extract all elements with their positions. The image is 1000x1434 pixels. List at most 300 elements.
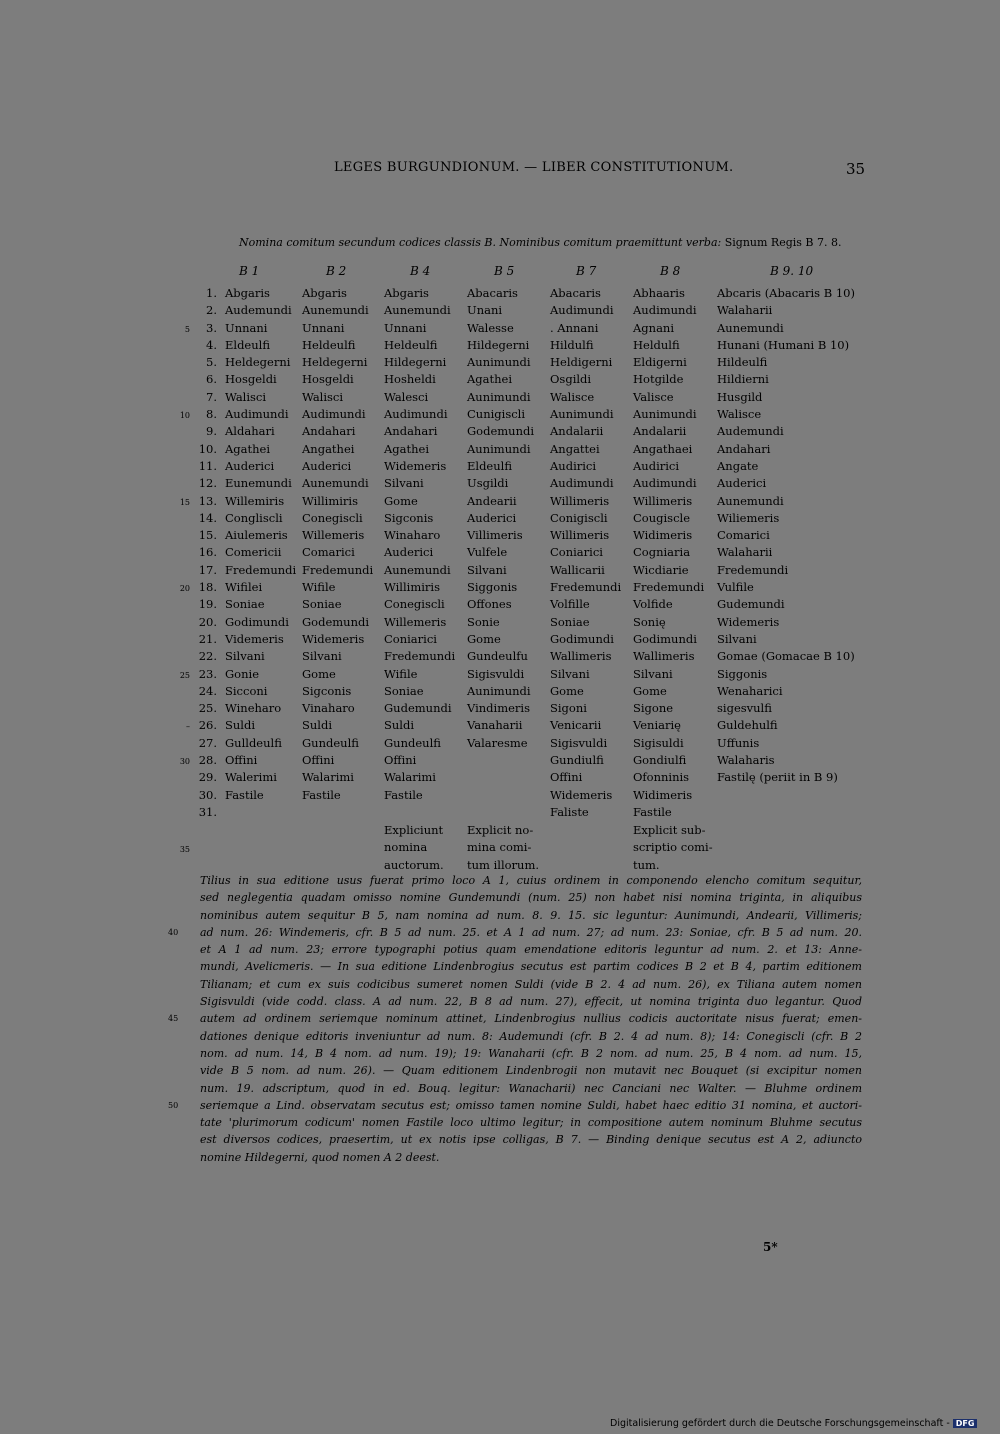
table-cell: Gulldeulfi xyxy=(225,735,282,750)
table-cell: Gundeulfu xyxy=(467,649,528,664)
table-cell: Audimundi xyxy=(633,303,697,318)
table-row xyxy=(0,407,1000,424)
table-cell: Aunimundi xyxy=(467,389,531,404)
table-cell: Agathei xyxy=(225,441,271,456)
table-cell: Wallimeris xyxy=(633,649,695,664)
table-cell: Eldeulfi xyxy=(467,458,512,473)
table-cell: Gomae (Gomacae B 10) xyxy=(717,649,855,664)
row-number: 13. xyxy=(198,493,217,508)
table-row xyxy=(0,563,1000,580)
table-cell: Gome xyxy=(550,683,584,698)
table-row xyxy=(0,770,1000,787)
row-number: 17. xyxy=(198,562,217,577)
row-number: 14. xyxy=(198,510,217,525)
note-text: vide B 5 nom. ad num. 26). — Quam editionem Lindenbrogii non mutavit nec Bouquet (si excipitur nomen xyxy=(200,1064,862,1078)
table-cell: Guldehulfi xyxy=(717,718,778,733)
table-cell: Comarici xyxy=(717,528,770,543)
margin-line-number: 30 xyxy=(179,757,190,767)
table-cell: Sigconis xyxy=(302,683,352,698)
table-cell: . Annani xyxy=(550,320,599,335)
table-cell: Widimeris xyxy=(633,528,693,543)
note-text: tate 'plurimorum codicum' nomen Fastile loco ultimo legitur; in compositione autem nominum Bluhme secutus xyxy=(200,1116,862,1130)
table-cell: Abhaaris xyxy=(633,286,685,300)
table-cell: Unani xyxy=(467,303,503,318)
row-number: 24. xyxy=(198,683,217,698)
row-number: 30. xyxy=(198,787,217,802)
table-cell: Audirici xyxy=(633,458,680,473)
table-cell: Widimeris xyxy=(633,787,693,802)
note-line xyxy=(200,958,862,975)
dfg-logo[interactable]: DFG xyxy=(953,1419,978,1428)
table-cell: Suldi xyxy=(225,718,256,733)
table-cell: Villimeris xyxy=(467,528,523,543)
table-cell: Heldegerni xyxy=(225,355,291,370)
editorial-notes xyxy=(168,872,862,1166)
note-text: nominibus autem sequitur B 5, nam nomina ad num. 8. 9. 15. sic leguntur: Aunimundi, Andearii, Villimeris; xyxy=(200,908,862,922)
table-cell: Auderici xyxy=(302,458,352,473)
table-cell: Sonie xyxy=(467,614,500,629)
table-cell: Heldeulfi xyxy=(384,337,438,352)
note-line xyxy=(200,872,862,889)
table-cell: Abgaris xyxy=(302,286,347,300)
table-cell: Unnani xyxy=(384,320,427,335)
table-cell: Willemeris xyxy=(384,614,447,629)
table-row xyxy=(0,718,1000,735)
row-number: 6. xyxy=(206,372,217,387)
table-cell: Auderici xyxy=(467,510,517,525)
row-number: 2. xyxy=(206,303,217,318)
note-line xyxy=(200,1131,862,1148)
row-number: 31. xyxy=(198,804,217,819)
footer xyxy=(610,1418,977,1429)
table-cell: Hildeulfi xyxy=(717,355,768,370)
table-cell: Widemeris xyxy=(717,614,780,629)
table-cell: Conegiscli xyxy=(302,510,363,525)
table-cell: Fredemundi xyxy=(633,580,705,595)
table-cell: Fastile xyxy=(384,787,423,802)
table-row xyxy=(0,632,1000,649)
table-cell: Sigisuldi xyxy=(633,735,684,750)
note-line xyxy=(200,1045,862,1062)
table-cell: Aunemundi xyxy=(384,562,451,577)
table-cell: Angattei xyxy=(550,441,600,456)
margin-line-number: 35 xyxy=(179,845,190,854)
table-cell: Abacaris xyxy=(550,286,601,300)
margin-line-number: 25 xyxy=(179,670,190,680)
note-line xyxy=(200,889,862,906)
table-cell: Aunimundi xyxy=(467,441,531,456)
table-cell: Aunemundi xyxy=(302,476,369,491)
row-number: 12. xyxy=(198,476,217,491)
table-row xyxy=(0,580,1000,597)
note-line xyxy=(200,941,862,958)
table-cell: Husgild xyxy=(717,389,763,404)
column-header: B 4 xyxy=(410,264,431,278)
table-cell: Wifile xyxy=(302,580,336,595)
row-number: 20. xyxy=(198,614,217,629)
table-cell: Cougiscle xyxy=(633,510,690,525)
table-row xyxy=(0,597,1000,614)
table-cell: Fredemundi xyxy=(384,649,456,664)
table-row xyxy=(0,511,1000,528)
table-cell: Vinaharo xyxy=(302,701,355,716)
note-line xyxy=(168,924,862,941)
note-text: autem ad ordinem seriemque nominum attinet, Lindenbrogius nullius codicis auctoritate nisus fuerat; emen- xyxy=(200,1012,862,1026)
table-cell: Silvani xyxy=(384,476,424,491)
table-row xyxy=(0,528,1000,545)
table-row xyxy=(0,338,1000,355)
table-cell: Angathaei xyxy=(633,441,693,456)
table-cell: Sigone xyxy=(633,701,674,716)
table-cell: Silvani xyxy=(633,666,673,681)
table-cell: Godimundi xyxy=(225,614,289,629)
table-cell: Silvani xyxy=(550,666,590,681)
row-number: 11. xyxy=(198,458,217,473)
table-cell: Offini xyxy=(225,753,258,768)
note-text: mundi, Avelicmeris. — In sua editione Lindenbrogius secutus est partim codices B 2 et B 4, partim editionem xyxy=(200,960,862,974)
table-cell: Auderici xyxy=(225,458,275,473)
table-cell: Cunigiscli xyxy=(467,407,526,422)
table-cell: Walaharii xyxy=(717,303,773,318)
table-cell: Silvani xyxy=(467,562,507,577)
table-cell: Fastile xyxy=(633,804,672,819)
table-row xyxy=(0,736,1000,753)
table-cell: Abcaris (Abacaris B 10) xyxy=(717,286,855,300)
row-number: 7. xyxy=(206,389,217,404)
table-row xyxy=(0,286,1000,303)
table-cell: Sigisvuldi xyxy=(550,735,608,750)
table-cell: Andalarii xyxy=(550,424,604,439)
table-cell: Aunimundi xyxy=(467,683,531,698)
table-cell: Sigoni xyxy=(550,701,587,716)
table-cell: Walesci xyxy=(384,389,429,404)
table-cell: Fredemundi xyxy=(302,562,374,577)
table-cell: Auderici xyxy=(717,476,767,491)
table-cell: Wenaharici xyxy=(717,683,783,698)
table-cell: Audimundi xyxy=(550,303,614,318)
table-cell: Silvani xyxy=(717,631,757,646)
table-cell: Vanaharii xyxy=(467,718,523,733)
table-cell: Audimundi xyxy=(633,476,697,491)
table-cell: Godemundi xyxy=(302,614,370,629)
table-row xyxy=(0,788,1000,805)
table-cell: Fredemundi xyxy=(550,580,622,595)
table-cell: Uffunis xyxy=(717,735,760,750)
table-cell: Ofonninis xyxy=(633,770,690,785)
table-row xyxy=(0,303,1000,320)
table-cell: Andahari xyxy=(384,424,438,439)
table-cell: Coniarici xyxy=(550,545,603,560)
row-number: 9. xyxy=(206,424,217,439)
note-line xyxy=(200,1080,862,1097)
table-cell: Angate xyxy=(717,458,759,473)
caption-italic: Nomina comitum secundum codices classis B. Nominibus comitum praemittunt verba: xyxy=(239,236,722,249)
row-number: 27. xyxy=(198,735,217,750)
row-number: 18. xyxy=(198,580,217,595)
table-cell: Congliscli xyxy=(225,510,283,525)
table-cell: Gome xyxy=(633,683,667,698)
row-number: 19. xyxy=(198,597,217,612)
table-cell: Heldeulfi xyxy=(302,337,356,352)
table-cell: Auderici xyxy=(384,545,434,560)
explicit-b5-line: mina comi- xyxy=(467,840,532,855)
table-cell: Winaharo xyxy=(384,528,441,543)
margin-line-number: – xyxy=(186,722,190,732)
table-cell: Siggonis xyxy=(467,580,518,595)
table-cell: Aunimundi xyxy=(467,355,531,370)
table-cell: Widemeris xyxy=(302,631,365,646)
table-cell: Gudemundi xyxy=(717,597,785,612)
table-cell: Wifile xyxy=(384,666,418,681)
note-text: ad num. 26: Windemeris, cfr. B 5 ad num. 25. et A 1 ad num. 27; ad num. 23: Soniae, cfr. B 5 ad num. 20. xyxy=(200,925,862,939)
margin-line-number: 40 xyxy=(168,927,179,937)
table-cell: Coniarici xyxy=(384,631,437,646)
margin-line-number: 45 xyxy=(168,1014,179,1024)
row-number: 10. xyxy=(198,441,217,456)
table-cell: Wallimeris xyxy=(550,649,612,664)
table-row xyxy=(0,442,1000,459)
table-cell: Audimundi xyxy=(225,407,289,422)
table-cell: Fredemundi xyxy=(717,562,789,577)
table-cell: Gundiulfi xyxy=(550,753,604,768)
table-row xyxy=(0,615,1000,632)
table-row xyxy=(0,701,1000,718)
table-cell: Hildierni xyxy=(717,372,769,387)
table-cell: Videmeris xyxy=(225,631,284,646)
table-cell: Walaharis xyxy=(717,753,775,768)
table-cell: Eldeulfi xyxy=(225,337,270,352)
table-cell: Aunemundi xyxy=(384,303,451,318)
table-cell: Comarici xyxy=(302,545,355,560)
margin-line-number: 10 xyxy=(179,411,190,421)
row-number: 16. xyxy=(198,545,217,560)
note-line xyxy=(200,976,862,993)
row-number: 3. xyxy=(206,320,217,335)
table-cell: Wallicarii xyxy=(550,562,605,577)
table-cell: Suldi xyxy=(384,718,415,733)
table-cell: Soniae xyxy=(550,614,590,629)
table-cell: Walaharii xyxy=(717,545,773,560)
row-number: 23. xyxy=(198,666,217,681)
table-cell: Eldigerni xyxy=(633,355,687,370)
table-cell: Andalarii xyxy=(633,424,687,439)
row-number: 25. xyxy=(198,701,217,716)
note-line xyxy=(200,907,862,924)
table-row xyxy=(0,494,1000,511)
table-cell: Andearii xyxy=(467,493,517,508)
table-cell: Aldahari xyxy=(225,424,275,439)
table-cell: Abgaris xyxy=(384,286,429,300)
table-cell: Sigconis xyxy=(384,510,434,525)
table-cell: Vindimeris xyxy=(467,701,531,716)
table-cell: Widemeris xyxy=(550,787,613,802)
note-text: num. 19. adscriptum, quod in ed. Bouq. legitur: Wanacharii) nec Canciani nec Walter. — Bluhme ordinem xyxy=(200,1081,862,1095)
row-number: 22. xyxy=(198,649,217,664)
table-cell: Heldulfi xyxy=(633,337,680,352)
table-row xyxy=(0,805,1000,822)
table-cell: Unnani xyxy=(302,320,345,335)
row-number: 4. xyxy=(206,337,217,352)
table-cell: Hosheldi xyxy=(384,372,436,387)
table-cell: Offini xyxy=(302,753,335,768)
table-cell: Walisci xyxy=(302,389,344,404)
table-row xyxy=(0,667,1000,684)
table-row xyxy=(0,321,1000,338)
signature-mark: 5* xyxy=(763,1240,778,1254)
column-header: B 7 xyxy=(576,264,597,278)
table-cell: Gundeulfi xyxy=(302,735,359,750)
table-cell: Aunemundi xyxy=(302,303,369,318)
table-cell: Offini xyxy=(384,753,417,768)
column-header: B 9. 10 xyxy=(770,264,814,278)
margin-line-number: 15 xyxy=(179,497,190,507)
table-cell: Hosgeldi xyxy=(302,372,354,387)
caption-roman: Signum Regis B 7. 8. xyxy=(724,236,842,249)
explicit-b4-line: Expliciunt xyxy=(384,823,444,837)
table-cell: Gondiulfi xyxy=(633,753,687,768)
name-table xyxy=(0,286,1000,822)
table-cell: Osgildi xyxy=(550,372,592,387)
table-cell: Volfille xyxy=(550,597,590,612)
explicit-b4-line: auctorum. xyxy=(384,857,444,872)
table-cell: sigesvulfi xyxy=(717,701,772,716)
table-cell: Abgaris xyxy=(225,286,270,300)
margin-line-number: 50 xyxy=(168,1100,179,1110)
note-text: est diversos codices, praesertim, ut ex notis ipse colligas, B 7. — Binding denique secutus est A 2, adiuncto xyxy=(200,1133,862,1147)
table-cell: Agathei xyxy=(384,441,430,456)
table-cell: Volfide xyxy=(633,597,673,612)
table-cell: Heldegerni xyxy=(302,355,368,370)
table-cell: Aunimundi xyxy=(550,407,614,422)
table-cell: Willimeris xyxy=(633,493,693,508)
table-cell: Angathei xyxy=(302,441,355,456)
note-line xyxy=(200,1114,862,1131)
table-cell: Unnani xyxy=(225,320,268,335)
table-cell: Gundeulfi xyxy=(384,735,441,750)
table-cell: Vulfile xyxy=(717,580,754,595)
table-cell: Gonie xyxy=(225,666,260,681)
column-header: B 5 xyxy=(494,264,515,278)
table-cell: Godimundi xyxy=(550,631,614,646)
margin-line-number: 5 xyxy=(184,324,190,334)
note-text: nomine Hildegerni, quod nomen A 2 deest. xyxy=(200,1150,440,1164)
row-number: 29. xyxy=(198,770,217,785)
column-headers xyxy=(0,264,1000,282)
table-row xyxy=(0,424,1000,441)
table-cell: Walisci xyxy=(225,389,267,404)
table-cell: Willemiris xyxy=(225,493,285,508)
table-cell: Hosgeldi xyxy=(225,372,277,387)
note-line xyxy=(168,1097,862,1114)
table-cell: Gome xyxy=(467,631,501,646)
running-head: LEGES BURGUNDIONUM. — LIBER CONSTITUTIONUM. xyxy=(334,160,734,175)
page-number: 35 xyxy=(846,160,866,178)
table-cell: Cogniaria xyxy=(633,545,691,560)
table-cell: Agnani xyxy=(633,320,675,335)
table-cell: Wiliemeris xyxy=(717,510,780,525)
table-cell: Sonię xyxy=(633,614,666,629)
note-text: Sigisvuldi (vide codd. class. A ad num. 22, B 8 ad num. 27), effecit, ut nomina triginta duo legantur. Quod xyxy=(200,995,862,1009)
table-cell: Sigisvuldi xyxy=(467,666,525,681)
table-cell: Wineharo xyxy=(225,701,282,716)
table-cell: Willimiris xyxy=(384,580,440,595)
column-header: B 1 xyxy=(239,264,260,278)
table-cell: Soniae xyxy=(302,597,342,612)
table-cell: Audimundi xyxy=(550,476,614,491)
table-row xyxy=(0,372,1000,389)
explicit-b8-line: tum. xyxy=(633,857,660,872)
table-cell: Walarimi xyxy=(384,770,436,785)
table-cell: Fastile xyxy=(225,787,264,802)
table-cell: Audimundi xyxy=(302,407,366,422)
table-cell: Godemundi xyxy=(467,424,535,439)
table-cell: Heldigerni xyxy=(550,355,613,370)
row-number: 5. xyxy=(206,355,217,370)
table-cell: Walerimi xyxy=(225,770,277,785)
note-line xyxy=(168,1010,862,1027)
explicit-b8-line: Explicit sub- xyxy=(633,823,706,837)
table-cell: Walisce xyxy=(550,389,595,404)
table-row xyxy=(0,390,1000,407)
table-cell: Suldi xyxy=(302,718,333,733)
table-row xyxy=(0,753,1000,770)
table-cell: Abacaris xyxy=(467,286,518,300)
table-cell: Soniae xyxy=(384,683,424,698)
table-cell: Widemeris xyxy=(384,458,447,473)
note-text: Tilius in sua editione usus fuerat primo loco A 1, cuius ordinem in componendo elencho comitum sequitur, xyxy=(200,874,862,887)
table-cell: Offones xyxy=(467,597,512,612)
table-cell: Valisce xyxy=(633,389,674,404)
column-header: B 2 xyxy=(326,264,347,278)
table-cell: Hildulfi xyxy=(550,337,594,352)
table-cell: Hotgilde xyxy=(633,372,684,387)
table-cell: Willimiris xyxy=(302,493,358,508)
table-cell: Sicconi xyxy=(225,683,268,698)
table-cell: Gome xyxy=(384,493,418,508)
table-cell: Gome xyxy=(302,666,336,681)
table-cell: Silvani xyxy=(302,649,342,664)
table-cell: Audirici xyxy=(550,458,597,473)
row-number: 15. xyxy=(198,528,217,543)
table-cell: Aunemundi xyxy=(717,493,784,508)
table-row xyxy=(0,459,1000,476)
table-cell: Faliste xyxy=(550,804,589,819)
table-cell: Agathei xyxy=(467,372,513,387)
table-cell: Hildegerni xyxy=(384,355,447,370)
note-text: sed neglegentia quadam omisso nomine Gundemundi (num. 25) non habet nisi nomina triginta, in aliquibus xyxy=(200,891,862,905)
table-cell: Fastile xyxy=(302,787,341,802)
table-cell: Wicdiarie xyxy=(633,562,689,577)
row-number: 28. xyxy=(198,753,217,768)
explicit-b8 xyxy=(633,822,713,874)
note-text: seriemque a Lind. observatam secutus est; omisso tamen nomine Suldi, habet haec editio 31 nomina, et auctori- xyxy=(200,1098,862,1112)
explicit-b5-line: Explicit no- xyxy=(467,823,534,837)
margin-line-number: 20 xyxy=(179,584,190,594)
column-header: B 8 xyxy=(660,264,681,278)
table-cell: Eunemundi xyxy=(225,476,292,491)
note-text: dationes denique editoris inveniuntur ad num. 8: Audemundi (cfr. B 2. 4 ad num. 8); 14: Conegiscli (cfr. B 2 xyxy=(200,1029,862,1043)
table-row xyxy=(0,684,1000,701)
explicit-b4 xyxy=(384,822,444,874)
table-cell: Godimundi xyxy=(633,631,697,646)
table-cell: Aunimundi xyxy=(633,407,697,422)
table-cell: Offini xyxy=(550,770,583,785)
table-cell: Venicarii xyxy=(550,718,602,733)
table-row xyxy=(0,545,1000,562)
note-text: et A 1 ad num. 23; errore typographi potius quam emendatione editoris leguntur ad num. 2. et 13: Anne- xyxy=(200,943,862,957)
table-cell: Wifilei xyxy=(225,580,263,595)
table-cell: Fredemundi xyxy=(225,562,297,577)
